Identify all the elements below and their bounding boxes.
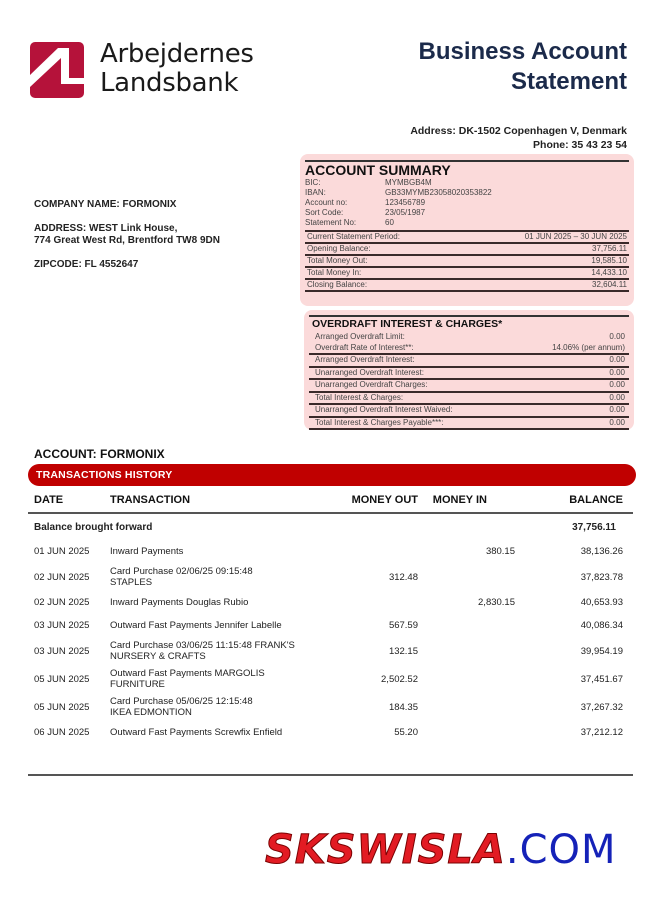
column-header-money-in: MONEY IN <box>432 494 487 506</box>
overdraft-row-label: Unarranged Overdraft Charges: <box>315 380 428 389</box>
summary-row-value: 32,604.11 <box>592 280 627 289</box>
tx-money-out: 132.15 <box>388 645 418 657</box>
summary-row-value: 14,433.10 <box>591 268 627 277</box>
account-label: ACCOUNT: FORMONIX <box>34 447 165 461</box>
overdraft-row-label: Overdraft Rate of Interest**: <box>315 343 414 352</box>
overdraft-row-label: Total Interest & Charges: <box>315 392 404 402</box>
transactions-section-title: TRANSACTIONS HISTORY <box>36 469 173 481</box>
table-row <box>28 563 633 591</box>
overdraft-row <box>309 355 629 368</box>
tx-date: 03 JUN 2025 <box>34 620 90 631</box>
tx-description <box>110 696 335 718</box>
tx-money-in: 380.15 <box>485 546 515 557</box>
brought-forward-label: Balance brought forward <box>34 521 153 533</box>
tx-money-in: 2,830.15 <box>478 597 515 608</box>
summary-row <box>305 256 629 268</box>
overdraft-row-value: 0.00 <box>609 332 625 341</box>
company-address-line2: 774 Great West Rd, Brentford TW8 9DN <box>34 235 220 246</box>
table-row <box>28 591 633 614</box>
tx-money-out: 312.48 <box>388 571 418 583</box>
bank-logo-icon <box>30 42 84 98</box>
summary-row-value: 01 JUN 2025 – 30 JUN 2025 <box>524 232 627 241</box>
tx-money-out: 2,502.52 <box>381 673 418 685</box>
tx-description <box>110 640 335 662</box>
title-line2: Statement <box>510 68 627 95</box>
summary-row <box>305 280 629 292</box>
detail-value: 23/05/1987 <box>385 208 426 217</box>
tx-description <box>110 597 335 608</box>
summary-row-label: Current Statement Period: <box>307 232 400 241</box>
table-row <box>28 721 633 744</box>
overdraft-row-value: 0.00 <box>609 405 625 414</box>
watermark-part2: .COM <box>505 827 617 873</box>
overdraft-row-value: 0.00 <box>609 392 625 402</box>
bank-address: Address: DK-1502 Copenhagen V, Denmark <box>410 125 627 137</box>
summary-detail-row <box>305 208 629 218</box>
title-line1: Business Account <box>418 38 627 65</box>
table-row <box>28 614 633 637</box>
tx-description-line2: NURSERY & CRAFTS <box>110 651 206 662</box>
tx-description-line1: Outward Fast Payments Screwfix Enfield <box>110 727 283 738</box>
overdraft-row-label: Unarranged Overdraft Interest: <box>315 367 424 377</box>
column-header-date: DATE <box>34 494 64 506</box>
tx-description <box>110 668 335 690</box>
company-name: COMPANY NAME: FORMONIX <box>34 199 177 210</box>
account-summary-box <box>300 154 634 306</box>
tx-balance: 40,086.34 <box>580 620 623 631</box>
account-summary-title: ACCOUNT SUMMARY <box>305 162 451 178</box>
detail-value: GB33MYMB23058020353822 <box>385 188 492 197</box>
bank-contact <box>410 124 627 152</box>
company-zipcode: ZIPCODE: FL 4552647 <box>34 259 139 270</box>
overdraft-title: OVERDRAFT INTEREST & CHARGES* <box>312 318 503 330</box>
watermark-part1: SKSWISLA <box>265 827 506 873</box>
tx-description-line1: Card Purchase 02/06/25 09:15:48 <box>110 566 253 577</box>
table-row <box>28 693 633 721</box>
summary-detail-row <box>305 188 629 198</box>
tx-balance: 37,823.78 <box>580 571 623 583</box>
tx-balance: 40,653.93 <box>580 597 623 608</box>
detail-value: 60 <box>385 218 394 227</box>
overdraft-row-value: 0.00 <box>609 355 625 364</box>
bank-name <box>100 40 254 98</box>
summary-row-label: Closing Balance: <box>307 280 368 289</box>
brought-forward-balance: 37,756.11 <box>572 521 616 533</box>
detail-label: Account no: <box>305 198 348 207</box>
table-row <box>28 540 633 563</box>
watermark <box>265 826 617 874</box>
tx-description <box>110 546 335 557</box>
detail-label: Sort Code: <box>305 208 344 217</box>
summary-detail-row <box>305 218 629 228</box>
overdraft-row-value: 0.00 <box>609 417 625 427</box>
overdraft-row-label: Unarranged Overdraft Interest Waived: <box>315 405 453 414</box>
summary-row-value: 19,585.10 <box>591 256 627 265</box>
tx-money-out: 55.20 <box>394 727 418 738</box>
company-info <box>34 199 220 271</box>
tx-balance: 38,136.26 <box>580 546 623 557</box>
tx-money-out: 184.35 <box>388 701 418 713</box>
column-header-transaction: TRANSACTION <box>110 493 191 506</box>
overdraft-row-value: 0.00 <box>609 367 625 377</box>
transactions-section-header <box>28 464 636 486</box>
table-row <box>28 665 633 693</box>
summary-detail-row <box>305 198 629 208</box>
column-header-balance: BALANCE <box>569 494 623 506</box>
tx-balance: 39,954.19 <box>580 645 623 657</box>
detail-value: 123456789 <box>385 198 426 207</box>
summary-row-value: 37,756.11 <box>592 244 627 253</box>
bank-name-line1: Arbejdernes <box>100 39 254 69</box>
table-row <box>28 637 633 665</box>
tx-date: 02 JUN 2025 <box>34 571 90 583</box>
overdraft-row <box>309 331 629 342</box>
detail-label: Statement No: <box>305 218 357 227</box>
table-bottom-divider <box>28 774 633 776</box>
tx-date: 05 JUN 2025 <box>34 673 90 685</box>
balance-brought-forward-row <box>28 514 633 540</box>
overdraft-row-value: 0.00 <box>609 380 625 389</box>
detail-value: MYMBGB4M <box>385 178 432 187</box>
column-header-money-out: MONEY OUT <box>351 494 418 506</box>
tx-balance: 37,267.32 <box>580 701 623 713</box>
overdraft-row <box>309 342 629 353</box>
tx-description-line1: Inward Payments <box>110 546 184 557</box>
summary-row-label: Total Money Out: <box>307 256 368 265</box>
tx-balance: 37,212.12 <box>580 727 623 738</box>
summary-row-label: Opening Balance: <box>307 244 371 253</box>
tx-description-line1: Card Purchase 03/06/25 11:15:48 FRANK'S <box>110 640 295 651</box>
tx-description <box>110 566 335 588</box>
tx-date: 01 JUN 2025 <box>34 546 90 557</box>
tx-date: 05 JUN 2025 <box>34 701 90 713</box>
tx-date: 02 JUN 2025 <box>34 597 90 608</box>
summary-row <box>305 268 629 280</box>
overdraft-row-label: Arranged Overdraft Limit: <box>315 332 405 341</box>
tx-description-line1: Outward Fast Payments MARGOLIS <box>110 668 265 679</box>
overdraft-row-label: Arranged Overdraft Interest: <box>315 355 415 364</box>
bank-phone: Phone: 35 43 23 54 <box>533 139 627 151</box>
company-address-line1: ADDRESS: WEST Link House, <box>34 223 178 234</box>
overdraft-box <box>304 310 634 430</box>
tx-description-line1: Inward Payments Douglas Rubio <box>110 597 249 608</box>
table-header <box>28 488 633 514</box>
overdraft-row <box>309 380 629 393</box>
page-title <box>419 37 628 97</box>
tx-description <box>110 620 335 631</box>
tx-date: 06 JUN 2025 <box>34 727 90 738</box>
overdraft-row <box>309 405 629 418</box>
summary-row <box>305 244 629 256</box>
tx-description-line2: STAPLES <box>110 577 153 588</box>
summary-detail-row <box>305 178 629 188</box>
tx-balance: 37,451.67 <box>580 673 623 685</box>
summary-row-label: Total Money In: <box>307 268 362 277</box>
tx-money-out: 567.59 <box>388 620 418 631</box>
overdraft-row <box>309 393 629 406</box>
overdraft-row <box>309 418 629 431</box>
overdraft-row-label: Total Interest & Charges Payable***: <box>315 417 444 427</box>
overdraft-row-value: 14.06% (per annum) <box>552 343 625 352</box>
tx-description <box>110 727 335 738</box>
overdraft-row <box>309 368 629 381</box>
summary-row <box>305 230 629 244</box>
detail-label: IBAN: <box>305 188 326 197</box>
tx-description-line1: Card Purchase 05/06/25 12:15:48 <box>110 696 253 707</box>
tx-description-line1: Outward Fast Payments Jennifer Labelle <box>110 620 282 631</box>
detail-label: BIC: <box>305 178 321 187</box>
tx-description-line2: FURNITURE <box>110 679 165 690</box>
tx-description-line2: IKEA EDMONTION <box>110 707 192 718</box>
transactions-table <box>28 488 633 744</box>
bank-name-line2: Landsbank <box>100 68 239 98</box>
tx-date: 03 JUN 2025 <box>34 645 90 657</box>
